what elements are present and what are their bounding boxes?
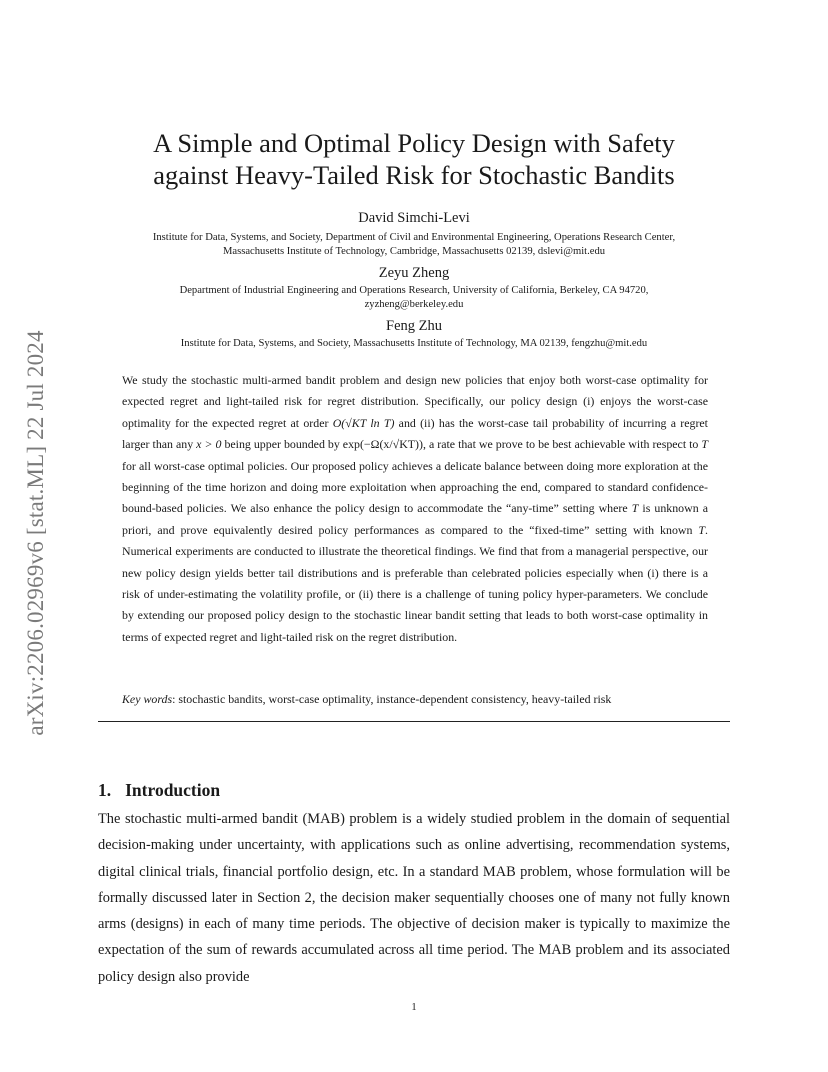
introduction-paragraph: The stochastic multi-armed bandit (MAB) problem is a widely studied problem in the domain of sequential decision-making under uncertainty, with applications such as online advertising, recommendation systems, digital clinical trials, financial portfolio design, etc. In a standard MAB problem, whose formulation will be formally discussed later in Section 2, the decision maker sequentially chooses one of many not fully known arms (designs) in each of many time periods. The objective of decision maker is typically to maximize the expectation of the sum of rewards accumulated across all time period. The MAB problem and its associated policy design also provide: [98, 811, 730, 985]
arxiv-sidebar: [14, 290, 58, 775]
keywords-text: stochastic bandits, worst-case optimality, instance-dependent consistency, heavy-tailed risk: [178, 692, 612, 706]
affiliation-line: Institute for Data, Systems, and Society, Department of Civil and Environmental Engineering, Operations Research Center,: [152, 232, 676, 243]
title-line-2: against Heavy-Tailed Risk for Stochastic Bandits: [153, 160, 675, 190]
divider: [98, 721, 730, 722]
abstract-text: is unknown a priori, and prove equivalently desired policy performances as compared to the “fixed-time” setting with known: [122, 501, 709, 537]
section-number: 1.: [98, 780, 112, 800]
abstract-text: and (ii) has the worst-case tail probability of incurring a regret larger than any: [122, 415, 708, 452]
math-expression: T: [701, 437, 709, 452]
abstract-text: being upper bounded by: [221, 437, 343, 452]
math-expression: exp(−Ω(x/√KT)): [342, 437, 423, 452]
author-affiliation: [98, 284, 730, 312]
keywords: [122, 689, 708, 709]
abstract-text: We study the stochastic multi-armed bandit problem and design new policies that enjoy both worst-case optimality for expected regret and light-tailed risk for regret distribution. Specifically, our policy design (i) enjoys the worst-case optimality for the expected regret at order: [122, 373, 708, 430]
abstract-text: , a rate that we prove to be best achievable with respect to: [422, 437, 702, 452]
keywords-separator: :: [172, 692, 179, 706]
math-expression: O(√KT ln T): [332, 415, 395, 430]
paper-title: [98, 127, 730, 191]
abstract-text: for all worst-case optimal policies. Our proposed policy achieves a delicate balance between doing more exploration at the beginning of the time horizon and doing more exploitation when approaching the end, compared to standard confidence-bound-based policies. We also enhance the policy design to accommodate the “any-time” setting where: [122, 458, 708, 516]
keywords-label: Key words: [122, 692, 173, 706]
affiliation-line: Massachusetts Institute of Technology, Cambridge, Massachusetts 02139, dslevi@mit.edu: [222, 246, 606, 257]
section-heading: [98, 780, 220, 801]
arxiv-identifier: arXiv:2206.02969v6 [stat.ML] 22 Jul 2024: [23, 329, 48, 736]
author-affiliation: [98, 231, 730, 259]
page-number: 1: [411, 1002, 417, 1013]
title-line-1: A Simple and Optimal Policy Design with Safety: [153, 128, 675, 158]
abstract-paragraph: [122, 370, 708, 648]
abstract: [122, 370, 708, 648]
math-expression: T: [631, 501, 639, 516]
affiliation-line: Institute for Data, Systems, and Society, Massachusetts Institute of Technology, MA 02139, fengzhu@mit.edu: [180, 338, 648, 349]
author-name: Feng Zhu: [386, 318, 442, 334]
math-expression: T: [698, 522, 706, 537]
abstract-text: . Numerical experiments are conducted to illustrate the theoretical findings. We find that from a managerial perspective, our new policy design yields better tail distributions and is preferable than celebrated policies especially when (i) there is a risk of under-estimating the volatility profile, or (ii) there is a challenge of tuning policy hyper-parameters. We conclude by extending our proposed policy design to the stochastic linear bandit setting that leads to both worst-case optimality in terms of expected regret and light-tailed risk on the regret distribution.: [122, 522, 708, 644]
author-name: Zeyu Zheng: [378, 265, 450, 281]
affiliation-line: zyzheng@berkeley.edu: [364, 299, 464, 310]
affiliation-line: Department of Industrial Engineering and Operations Research, University of California, Berkeley, CA 94720,: [179, 285, 649, 296]
author-affiliation: [98, 337, 730, 351]
author-name: David Simchi-Levi: [358, 210, 470, 226]
section-title: Introduction: [125, 780, 221, 800]
introduction-body: [98, 806, 730, 990]
math-expression: x > 0: [196, 437, 222, 452]
